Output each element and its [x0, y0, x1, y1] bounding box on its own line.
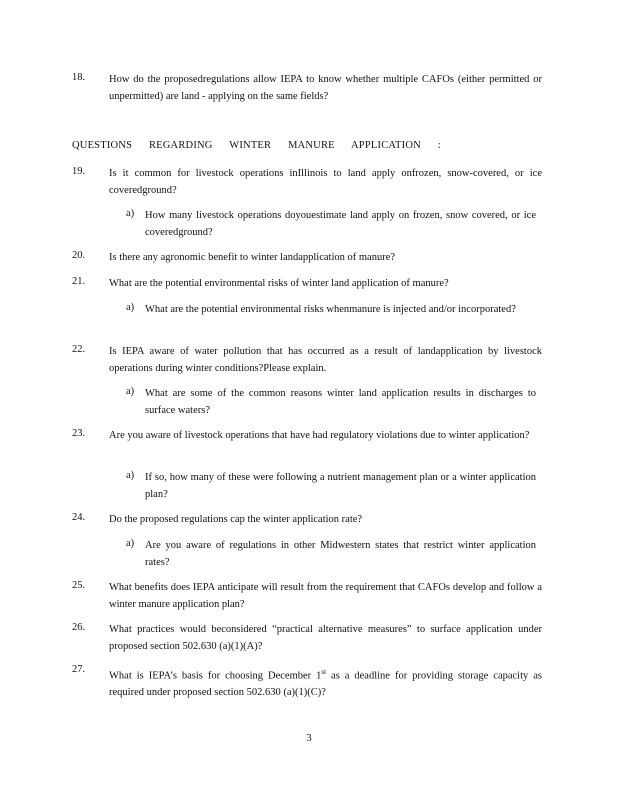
question-24	[72, 512, 542, 529]
question-text-part: as a deadline for providing storage capacity as required under proposed section 502.630 (a)(1)(C)?	[109, 670, 542, 698]
sub-question-text: If so, how many of these were following a nutrient management plan or a winter application plan?	[145, 472, 536, 500]
section-heading: QUESTIONS REGARDING WINTER MANURE APPLICATION :	[72, 140, 441, 151]
question-24-sub-a	[126, 538, 536, 571]
page-number: 3	[306, 733, 312, 744]
sub-question-label: a)	[126, 302, 135, 313]
question-text: Is IEPA aware of water pollution that has occurred as a result of landapplication by livestock operations during winter conditions?Please explain.	[109, 346, 542, 374]
question-number: 27.	[72, 664, 86, 675]
question-number: 22.	[72, 344, 86, 355]
question-text: Are you aware of livestock operations that have had regulatory violations due to winter application?	[109, 430, 530, 441]
question-18	[72, 72, 542, 105]
sub-question-label: a)	[126, 538, 135, 549]
question-21	[72, 276, 542, 293]
sub-question-label: a)	[126, 386, 135, 397]
question-23-sub-a	[126, 470, 536, 503]
question-number: 18.	[72, 72, 86, 83]
question-25	[72, 580, 542, 613]
ordinal-suffix: st	[321, 668, 327, 676]
sub-question-text: What are the potential environmental risks whenmanure is injected and/or incorporated?	[145, 304, 516, 315]
question-number: 24.	[72, 512, 86, 523]
question-text: How do the proposedregulations allow IEPA to know whether multiple CAFOs (either permitted or unpermitted) are land - applying on the same fields?	[109, 74, 542, 102]
question-text: Is there any agronomic benefit to winter landapplication of manure?	[109, 252, 396, 263]
question-number: 25.	[72, 580, 86, 591]
question-text: What benefits does IEPA anticipate will result from the requirement that CAFOs develop and follow a winter manure application plan?	[109, 582, 542, 610]
question-text	[109, 664, 542, 702]
sub-question-label: a)	[126, 208, 135, 219]
question-text: What practices would beconsidered “practical alternative measures” to surface application under proposed section 502.630 (a)(1)(A)?	[109, 624, 542, 652]
question-text: Is it common for livestock operations inIllinois to land apply onfrozen, snow-covered, or ice coveredground?	[109, 168, 542, 196]
question-27	[72, 664, 542, 702]
question-number: 21.	[72, 276, 86, 287]
question-text: What are the potential environmental risks of winter land application of manure?	[109, 278, 449, 289]
question-19	[72, 166, 542, 199]
question-20	[72, 250, 542, 267]
question-26	[72, 622, 542, 655]
sub-question-text: How many livestock operations doyouestimate land apply on frozen, snow covered, or ice coveredground?	[145, 210, 536, 238]
question-21-sub-a	[126, 302, 536, 319]
question-19-sub-a	[126, 208, 536, 241]
sub-question-label: a)	[126, 470, 135, 481]
question-number: 20.	[72, 250, 86, 261]
question-text-part: What is IEPA’s basis for choosing December 1	[109, 670, 322, 682]
question-23	[72, 428, 542, 445]
sub-question-text: What are some of the common reasons winter land application results in discharges to surface waters?	[145, 388, 536, 416]
question-number: 26.	[72, 622, 86, 633]
question-number: 23.	[72, 428, 86, 439]
question-22	[72, 344, 542, 377]
question-22-sub-a	[126, 386, 536, 419]
question-text: Do the proposed regulations cap the winter application rate?	[109, 514, 363, 525]
sub-question-text: Are you aware of regulations in other Midwestern states that restrict winter application rates?	[145, 540, 536, 568]
question-number: 19.	[72, 166, 86, 177]
